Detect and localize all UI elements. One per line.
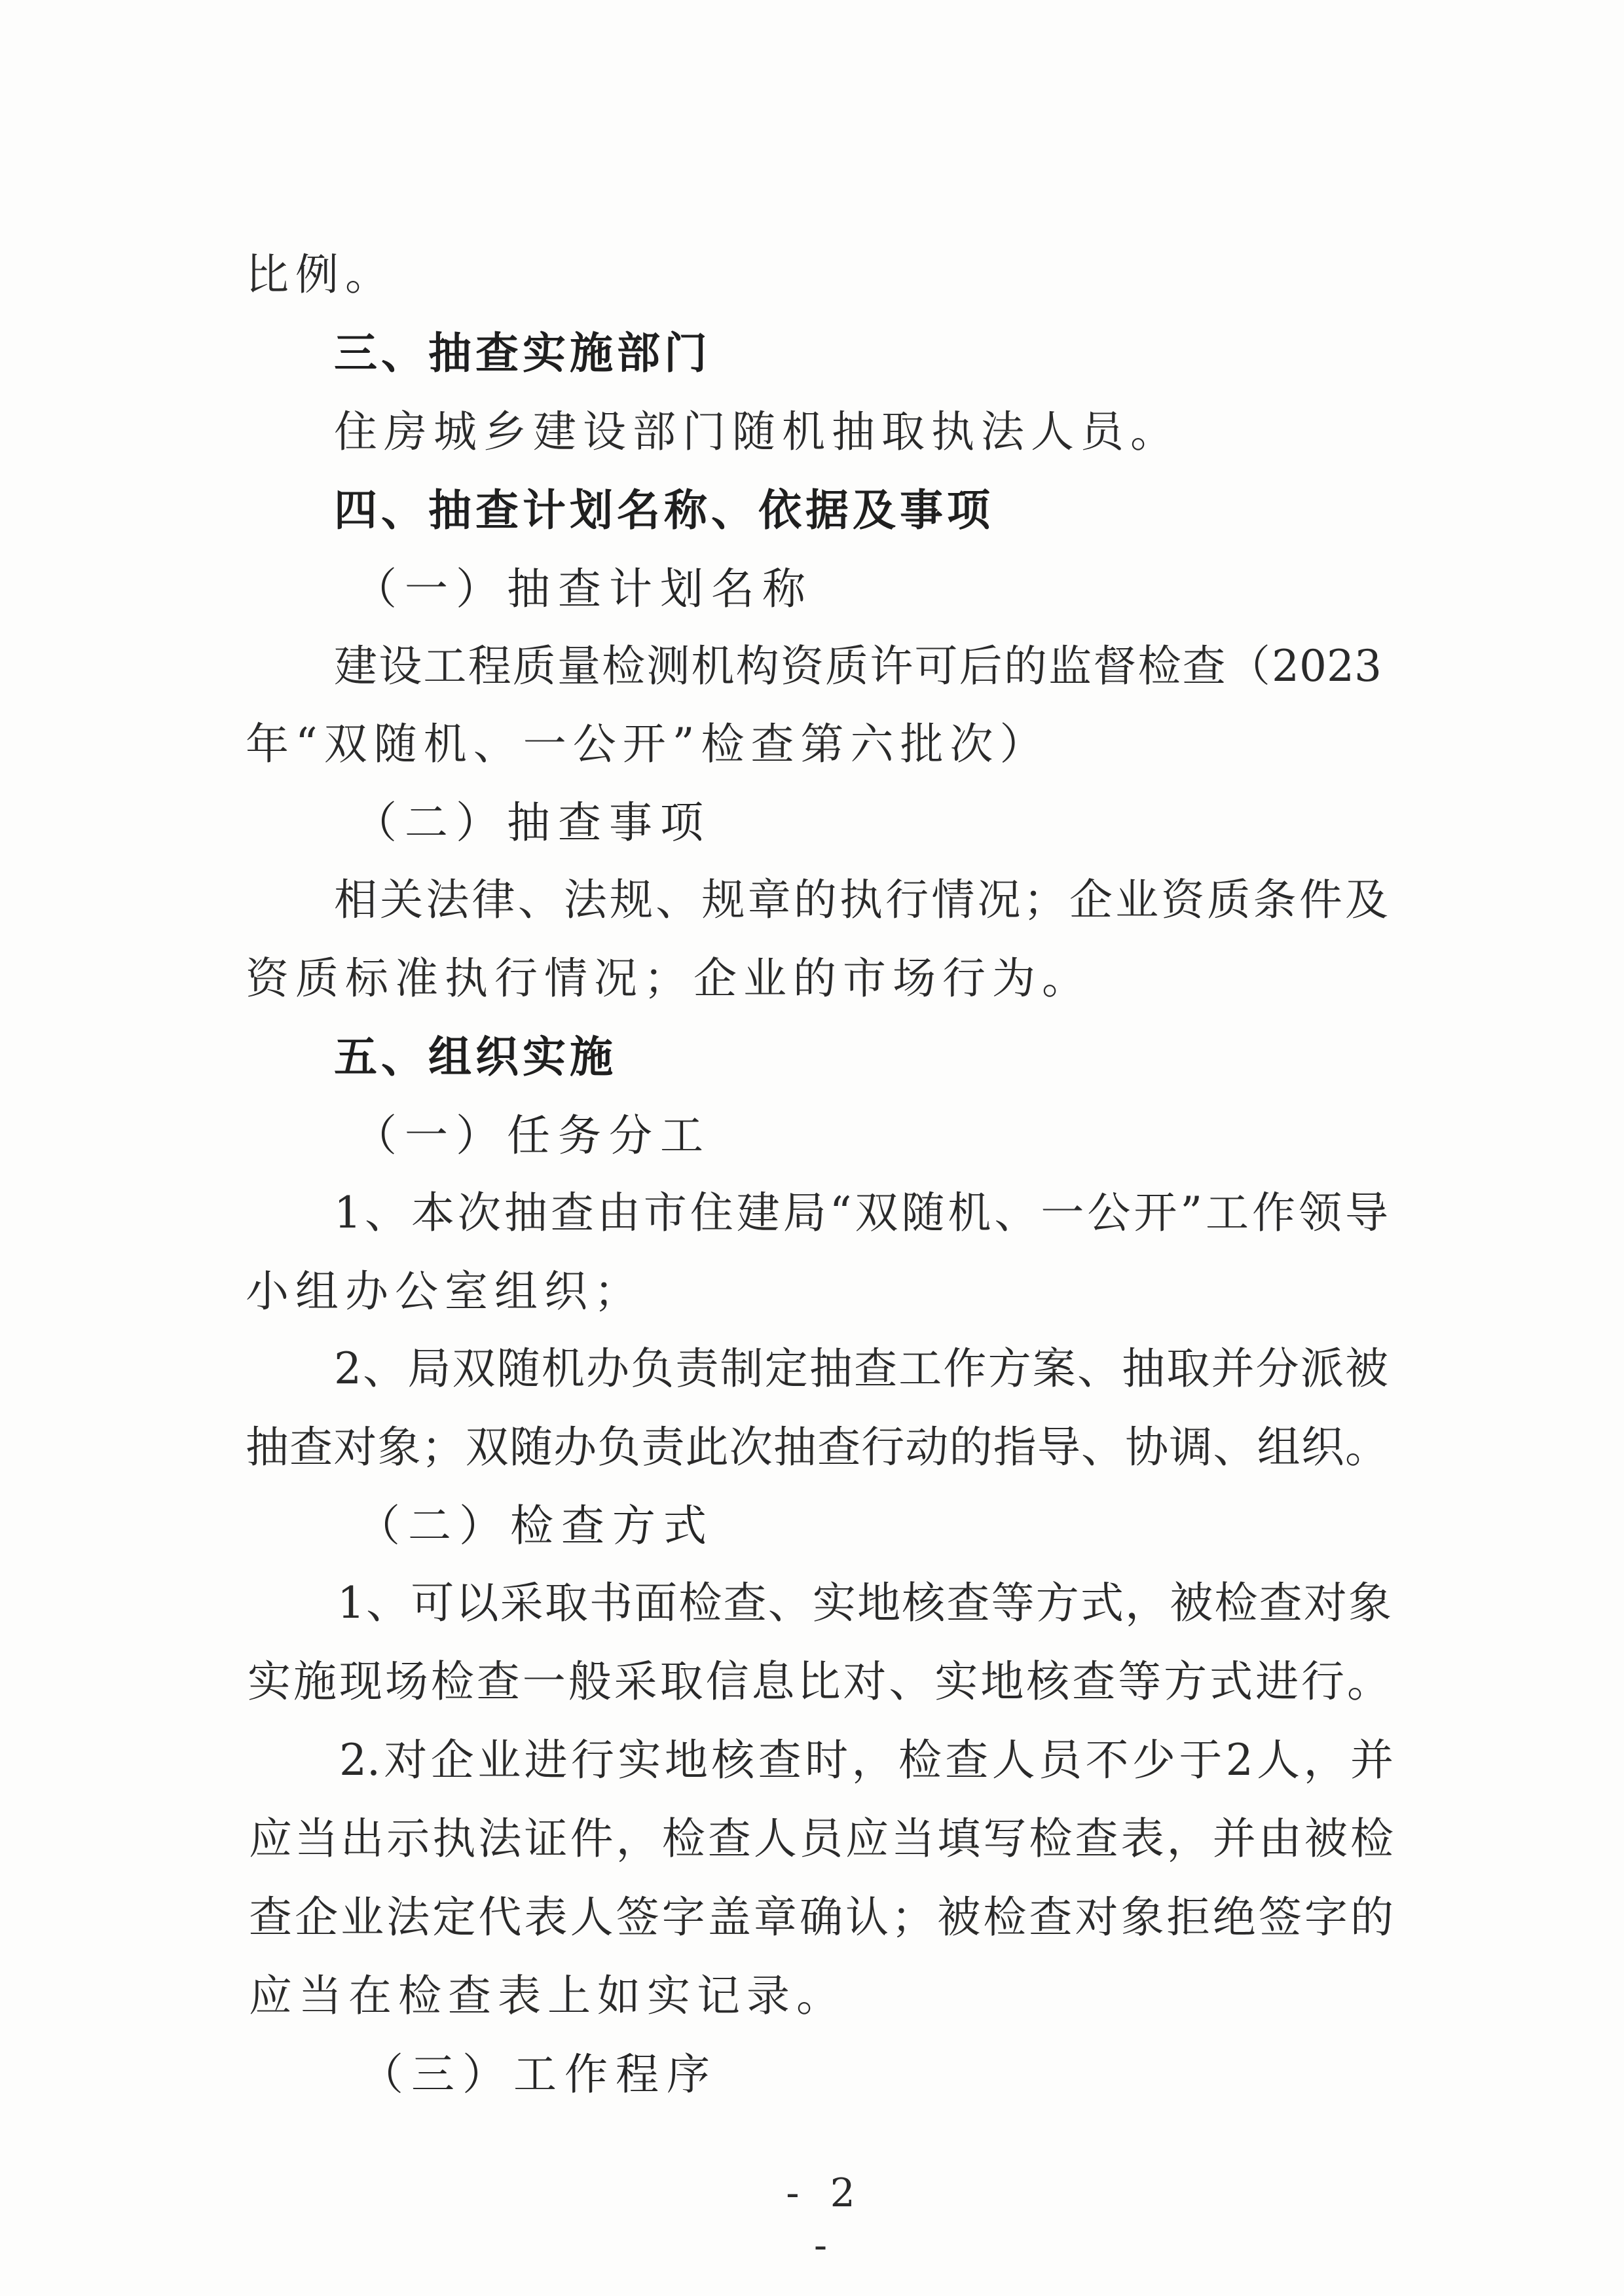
subsection-heading: （一）抽查计划名称 — [354, 564, 813, 614]
body-text-line: 1、可以采取书面检查、实地核查等方式，被检查对象 — [337, 1578, 1392, 1628]
body-text-line: 应当出示执法证件，检查人员应当填写检查表，并由被检 — [249, 1813, 1393, 1864]
section-heading-3: 三、抽查实施部门 — [334, 328, 711, 378]
section-heading-4: 四、抽查计划名称、依据及事项 — [334, 485, 994, 536]
body-text-line: 抽查对象；双随办负责此次抽查行动的指导、协调、组织。 — [246, 1422, 1388, 1472]
body-text-line: 查企业法定代表人签字盖章确认；被检查对象拒绝签字的 — [249, 1892, 1393, 1942]
body-text-line: 实施现场检查一般采取信息比对、实地核查等方式进行。 — [248, 1656, 1390, 1707]
body-text-line: 小组办公室组织； — [246, 1266, 644, 1317]
body-text-line: 住房城乡建设部门随机抽取执法人员。 — [334, 407, 1180, 457]
body-text-line: 资质标准执行情况；企业的市场行为。 — [246, 953, 1092, 1004]
page-number: - 2 - — [786, 2170, 864, 2269]
subsection-heading: （二）抽查事项 — [354, 797, 711, 848]
body-text-line: 应当在检查表上如实记录。 — [249, 1971, 846, 2021]
body-text-line: 比例。 — [246, 249, 395, 300]
section-heading-5: 五、组织实施 — [334, 1032, 617, 1082]
body-text-line: 相关法律、法规、规章的执行情况；企业资质条件及 — [334, 875, 1388, 925]
subsection-heading: （三）工作程序 — [360, 2049, 718, 2100]
subsection-heading: （一）任务分工 — [354, 1110, 711, 1161]
body-text-line: 年“双随机、一公开”检查第六批次） — [246, 719, 1050, 769]
body-text-line: 2.对企业进行实地核查时，检查人员不少于2人，并 — [339, 1735, 1393, 1785]
body-text-line: 1、本次抽查由市住建局“双随机、一公开”工作领导 — [334, 1188, 1388, 1238]
body-text-line: 建设工程质量检测机构资质许可后的监督检查（2023 — [334, 641, 1382, 691]
subsection-heading: （二）检查方式 — [357, 1501, 714, 1551]
body-text-line: 2、局双随机办负责制定抽查工作方案、抽取并分派被 — [334, 1343, 1388, 1394]
